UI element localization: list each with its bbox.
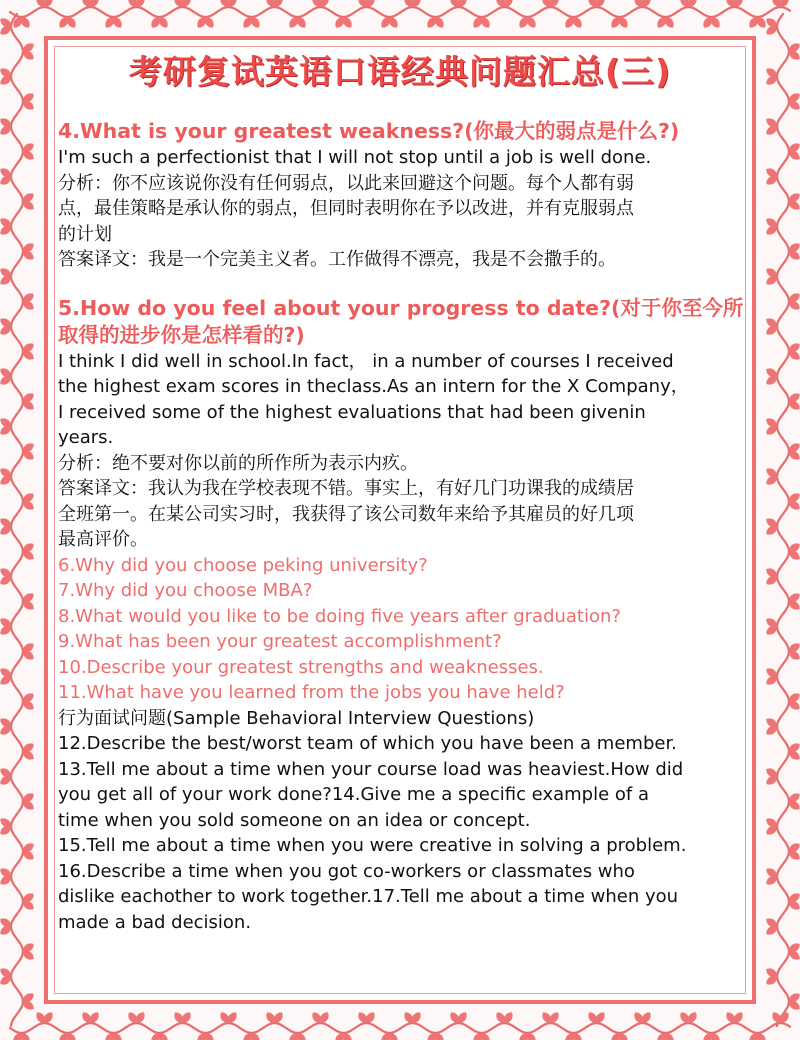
- behavioral-line: 12.Describe the best/worst team of which you have been a member.: [58, 733, 677, 754]
- question-11: 11.What have you learned from the jobs you have held?: [58, 682, 565, 703]
- question-4-analysis-line-3: 的计划: [58, 223, 112, 245]
- question-5-translation-line-3: 最高评价。: [58, 529, 148, 550]
- behavioral-line: time when you sold someone on an idea or concept.: [58, 809, 531, 831]
- question-4-translation: 答案译文：我是一个完美主义者。工作做得不漂亮，我是不会撒手的。: [58, 249, 616, 270]
- question-7: 7.Why did you choose MBA?: [58, 580, 313, 601]
- behavioral-line: you get all of your work done?14.Give me a specific example of a: [58, 784, 649, 805]
- page-title: 考研复试英语口语经典问题汇总(三): [128, 52, 672, 91]
- question-5-answer-line-4: years.: [58, 427, 114, 448]
- question-8: 8.What would you like to be doing five years after graduation?: [58, 605, 621, 627]
- vine-stroke: [11, 14, 23, 1026]
- question-4-heading: 4.What is your greatest weakness?(你最大的弱点是什么?): [58, 119, 680, 143]
- question-4-analysis-line-1: 分析：你不应该说你没有任何弱点，以此来回避这个问题。每个人都有弱: [58, 172, 634, 194]
- question-4-analysis-line-2: 点，最佳策略是承认你的弱点，但同时表明你在予以改进，并有克服弱点: [58, 198, 634, 219]
- behavioral-line: 16.Describe a time when you got co-workers or classmates who: [58, 860, 635, 882]
- question-10: 10.Describe your greatest strengths and weaknesses.: [58, 656, 544, 678]
- question-5-analysis: 分析：绝不要对你以前的所作所为表示内疚。: [58, 452, 418, 474]
- question-5-heading-line-1: 5.How do you feel about your progress to date?(对于你至今所: [58, 295, 744, 320]
- question-5-answer-line-1: I think I did well in school.In fact， in a number of courses I received: [58, 350, 674, 372]
- question-5-heading-line-2: 取得的进步你是怎样看的?): [58, 322, 305, 347]
- question-5-translation-line-2: 全班第一。在某公司实习时，我获得了该公司数年来给予其雇员的好几项: [58, 503, 634, 525]
- behavioral-line: 15.Tell me about a time when you were creative in solving a problem.: [58, 835, 687, 856]
- question-6: 6.Why did you choose peking university?: [58, 554, 428, 576]
- question-5-answer-line-2: the highest exam scores in theclass.As an intern for the X Company，: [58, 376, 689, 397]
- behavioral-heading: 行为面试问题(Sample Behavioral Interview Questions): [58, 707, 535, 729]
- question-5-answer-line-3: I received some of the highest evaluations that had been givenin: [58, 401, 646, 423]
- behavioral-line: 13.Tell me about a time when your course load was heaviest.How did: [58, 758, 684, 780]
- question-5-translation-line-1: 答案译文：我认为我在学校表现不错。事实上，有好几门功课我的成绩居: [58, 478, 634, 499]
- vine-stroke: [777, 14, 789, 1026]
- behavioral-line: dislike eachother to work together.17.Tell me about a time when you: [58, 886, 679, 907]
- behavioral-line: made a bad decision.: [58, 911, 252, 933]
- question-9: 9.What has been your greatest accomplishment?: [58, 631, 502, 652]
- document-body: [58, 118, 748, 935]
- vine-stroke: [10, 1023, 790, 1033]
- vine-stroke: [10, 7, 790, 17]
- question-4-answer: I'm such a perfectionist that I will not stop until a job is well done.: [58, 147, 652, 168]
